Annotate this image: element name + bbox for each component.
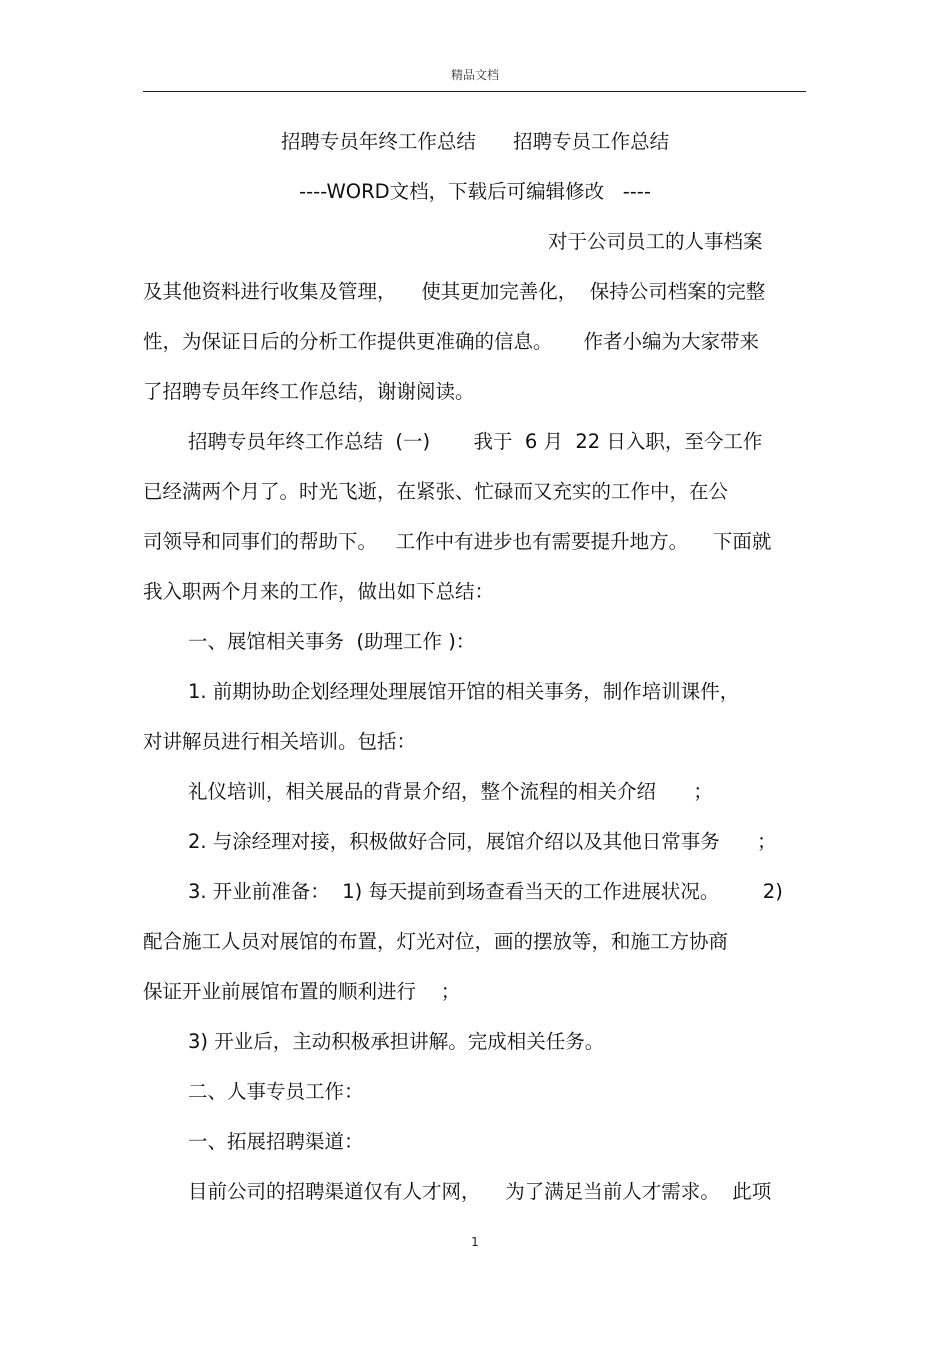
body-line: 3. 开业前准备： 1) 每天提前到场查看当天的工作进展状况。 2) bbox=[188, 880, 783, 903]
body-line: 司领导和同事们的帮助下。 工作中有进步也有需要提升地方。 下面就 bbox=[143, 530, 772, 553]
body-line: 礼仪培训，相关展品的背景介绍，整个流程的相关介绍 ； bbox=[188, 780, 713, 803]
running-header: 精品文档 bbox=[450, 68, 499, 82]
page-number: 1 bbox=[471, 1235, 479, 1249]
body-line: 及其他资料进行收集及管理， 使其更加完善化， 保持公司档案的完整 bbox=[143, 280, 766, 303]
section-heading: 二、人事专员工作： bbox=[188, 1080, 364, 1103]
body-line: 配合施工人员对展馆的布置，灯光对位，画的摆放等，和施工方协商 bbox=[143, 930, 729, 953]
body-line: 保证开业前展馆布置的顺利进行 ； bbox=[143, 980, 461, 1003]
header-divider bbox=[143, 91, 806, 92]
section-heading: 一、拓展招聘渠道： bbox=[188, 1130, 364, 1153]
section-heading: 一、展馆相关事务 (助理工作 )： bbox=[188, 630, 476, 653]
body-line: 2. 与涂经理对接，积极做好合同，展馆介绍以及其他日常事务 ； bbox=[188, 830, 777, 853]
body-line: 性，为保证日后的分析工作提供更准确的信息。 作者小编为大家带来 bbox=[143, 330, 759, 353]
body-line: 已经满两个月了。时光飞逝，在紧张、忙碌而又充实的工作中，在公 bbox=[143, 480, 729, 503]
body-line: 对于公司员工的人事档案 bbox=[548, 230, 763, 253]
body-line: 3) 开业后，主动积极承担讲解。完成相关任务。 bbox=[188, 1030, 605, 1053]
body-line: 对讲解员进行相关培训。包括： bbox=[143, 730, 417, 753]
body-line: 目前公司的招聘渠道仅有人才网， 为了满足当前人才需求。 此项 bbox=[188, 1180, 772, 1203]
body-line: 招聘专员年终工作总结 (一) 我于 6 月 22 日入职，至今工作 bbox=[188, 430, 763, 453]
body-line: 了招聘专员年终工作总结，谢谢阅读。 bbox=[143, 380, 475, 403]
body-line: 我入职两个月来的工作，做出如下总结： bbox=[143, 580, 495, 603]
body-line: 1. 前期协助企划经理处理展馆开馆的相关事务，制作培训课件， bbox=[188, 680, 740, 703]
document-subtitle: ----WORD文档，下载后可编辑修改 ---- bbox=[299, 180, 651, 203]
document-title: 招聘专员年终工作总结 招聘专员工作总结 bbox=[280, 130, 670, 153]
